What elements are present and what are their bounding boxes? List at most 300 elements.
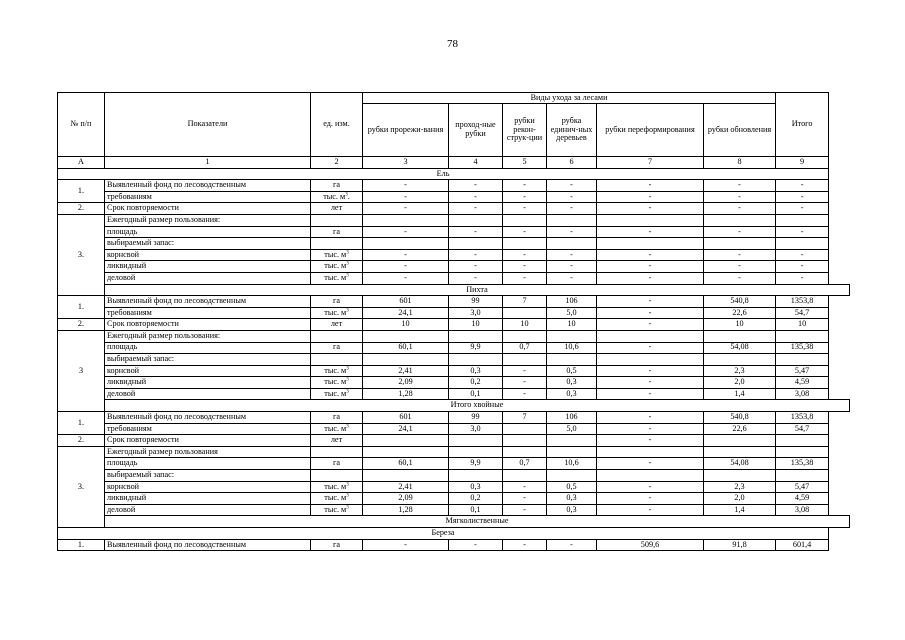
value-cell: 0,2 [449, 493, 503, 505]
row-number: 1. [58, 296, 105, 319]
value-cell: 1,4 [704, 504, 776, 516]
indicator-label: Срок повторяемости [105, 203, 311, 215]
indicator-label: ликвидный [105, 493, 311, 505]
value-cell: 54,08 [704, 342, 776, 354]
value-cell [704, 435, 776, 447]
table-row [58, 470, 850, 482]
indicator-label: требованиям [105, 191, 311, 203]
header-index: 8 [704, 157, 776, 169]
value-cell [776, 446, 829, 458]
value-cell: - [597, 481, 704, 493]
value-cell: - [597, 226, 704, 238]
value-cell: 22,6 [704, 423, 776, 435]
value-cell: - [776, 226, 829, 238]
table-row [58, 400, 850, 412]
unit-cell: лет [311, 319, 363, 331]
table-row [58, 261, 850, 273]
value-cell [449, 214, 503, 226]
unit-text: тыс. м [323, 191, 346, 201]
table-row [58, 319, 850, 331]
unit-text: тыс. м [324, 481, 347, 491]
value-cell: - [363, 539, 449, 551]
unit-cell [311, 307, 363, 319]
unit-cell [311, 388, 363, 400]
unit-cell [311, 330, 363, 342]
value-cell: - [503, 365, 547, 377]
table-row [58, 423, 850, 435]
unit-dot: . [347, 191, 350, 201]
value-cell: - [449, 203, 503, 215]
value-cell: 2,3 [704, 365, 776, 377]
table-row [58, 191, 850, 203]
value-cell [503, 330, 547, 342]
value-cell: - [597, 307, 704, 319]
unit-cell: га [311, 539, 363, 551]
value-cell: 135,38 [776, 458, 829, 470]
value-cell [704, 330, 776, 342]
row-number: 3 [58, 330, 105, 411]
value-cell: - [363, 191, 449, 203]
value-cell: 24,1 [363, 307, 449, 319]
value-cell: - [597, 458, 704, 470]
value-cell: 54,7 [776, 423, 829, 435]
row-number: 1. [58, 180, 105, 203]
value-cell: 54,7 [776, 307, 829, 319]
value-cell: - [503, 180, 547, 192]
unit-text: тыс. м [324, 388, 347, 398]
value-cell [597, 238, 704, 250]
value-cell [704, 214, 776, 226]
indicator-label: Ежегодный размер пользования [105, 446, 311, 458]
value-cell: 24,1 [363, 423, 449, 435]
indicator-label: деловой [105, 272, 311, 284]
indicator-label: Срок повторяемости [105, 319, 311, 331]
unit-cell [311, 504, 363, 516]
value-cell: 0,7 [503, 342, 547, 354]
indicator-label: площадь [105, 226, 311, 238]
value-cell: - [597, 423, 704, 435]
value-cell: 2,0 [704, 493, 776, 505]
unit-cell [311, 365, 363, 377]
value-cell: 0,7 [503, 458, 547, 470]
table-row [58, 388, 850, 400]
unit-cell: га [311, 180, 363, 192]
value-cell: 9,9 [449, 458, 503, 470]
header-index: 3 [363, 157, 449, 169]
value-cell: 135,38 [776, 342, 829, 354]
value-cell: - [597, 412, 704, 424]
value-cell: 4,59 [776, 377, 829, 389]
value-cell: 10 [704, 319, 776, 331]
value-cell: - [776, 180, 829, 192]
value-cell: 2,41 [363, 481, 449, 493]
value-cell: 0,3 [449, 365, 503, 377]
value-cell: 0,5 [547, 365, 597, 377]
indicator-label: выбираемый запас: [105, 354, 311, 366]
value-cell: 5,0 [547, 423, 597, 435]
value-cell [363, 470, 449, 482]
value-cell [503, 446, 547, 458]
value-cell [503, 423, 547, 435]
unit-text: тыс. м [324, 272, 347, 282]
value-cell: - [704, 272, 776, 284]
unit-cell [311, 470, 363, 482]
value-cell: 106 [547, 296, 597, 308]
unit-cell [311, 423, 363, 435]
header-subcol: рубки рекон-струк-ции [503, 104, 547, 157]
value-cell: - [547, 272, 597, 284]
value-cell [449, 470, 503, 482]
table-row [58, 296, 850, 308]
value-cell: 540,8 [704, 412, 776, 424]
value-cell: 3,08 [776, 388, 829, 400]
value-cell: - [704, 180, 776, 192]
value-cell: 10 [449, 319, 503, 331]
value-cell: - [597, 203, 704, 215]
value-cell: - [547, 180, 597, 192]
value-cell: - [503, 539, 547, 551]
value-cell: - [547, 539, 597, 551]
value-cell: 54,08 [704, 458, 776, 470]
row-number: 2. [58, 435, 105, 447]
value-cell: - [597, 249, 704, 261]
value-cell: 10,6 [547, 342, 597, 354]
value-cell: 0,2 [449, 377, 503, 389]
header-subcol: рубки обновления [704, 104, 776, 157]
row-number: 3. [58, 446, 105, 527]
value-cell: - [449, 180, 503, 192]
value-cell: - [704, 249, 776, 261]
value-cell [503, 470, 547, 482]
value-cell: 0,3 [547, 504, 597, 516]
value-cell [776, 214, 829, 226]
row-number: 1. [58, 412, 105, 435]
value-cell: 540,8 [704, 296, 776, 308]
value-cell: - [776, 249, 829, 261]
value-cell: 99 [449, 412, 503, 424]
unit-superscript: 3 [346, 261, 349, 267]
indicator-label: Выявленный фонд по лесоводственным [105, 296, 311, 308]
unit-cell: га [311, 412, 363, 424]
indicator-label: требованиям [105, 423, 311, 435]
unit-cell [311, 272, 363, 284]
value-cell [547, 354, 597, 366]
value-cell: - [363, 261, 449, 273]
value-cell: - [449, 226, 503, 238]
value-cell: - [363, 249, 449, 261]
unit-superscript: 3 [346, 423, 349, 429]
value-cell: - [597, 365, 704, 377]
page-number: 78 [447, 38, 458, 50]
value-cell [363, 214, 449, 226]
value-cell: 5,0 [547, 307, 597, 319]
value-cell: 1353,8 [776, 412, 829, 424]
value-cell: - [449, 249, 503, 261]
unit-text: тыс. м [324, 261, 347, 271]
indicator-label: деловой [105, 388, 311, 400]
value-cell [597, 214, 704, 226]
value-cell: 0,3 [449, 481, 503, 493]
value-cell: 5,47 [776, 365, 829, 377]
unit-cell [311, 481, 363, 493]
value-cell [597, 330, 704, 342]
unit-cell [311, 377, 363, 389]
value-cell: - [776, 261, 829, 273]
value-cell: 1,4 [704, 388, 776, 400]
value-cell: 0,3 [547, 493, 597, 505]
value-cell: 10 [547, 319, 597, 331]
header-index: 2 [311, 157, 363, 169]
table-row [58, 458, 850, 470]
value-cell [547, 238, 597, 250]
unit-superscript: 3 [346, 365, 349, 371]
table-row [58, 284, 850, 296]
unit-superscript: 3 [346, 389, 349, 395]
value-cell: - [503, 504, 547, 516]
value-cell: - [704, 203, 776, 215]
header-indicator: Показатели [105, 93, 311, 157]
value-cell [503, 307, 547, 319]
table-row [58, 342, 850, 354]
unit-text: тыс. м [324, 249, 347, 259]
unit-text: тыс. м [324, 365, 347, 375]
value-cell [363, 435, 449, 447]
indicator-label: площадь [105, 458, 311, 470]
value-cell: - [597, 191, 704, 203]
unit-cell: лет [311, 203, 363, 215]
value-cell: 3,0 [449, 423, 503, 435]
indicator-label: Выявленный фонд по лесоводственным [105, 539, 311, 551]
indicator-label: ликвидный [105, 261, 311, 273]
header-subcol: рубки переформирования [597, 104, 704, 157]
value-cell: 3,0 [449, 307, 503, 319]
value-cell: 0,1 [449, 504, 503, 516]
table-row [58, 504, 850, 516]
value-cell: - [597, 377, 704, 389]
value-cell: 7 [503, 412, 547, 424]
value-cell: - [704, 226, 776, 238]
value-cell: - [704, 191, 776, 203]
section-title: Ель [58, 168, 829, 180]
value-cell [597, 446, 704, 458]
value-cell [449, 238, 503, 250]
value-cell: - [776, 203, 829, 215]
value-cell [363, 238, 449, 250]
row-number: 1. [58, 539, 105, 551]
unit-cell: га [311, 342, 363, 354]
value-cell [547, 470, 597, 482]
value-cell [776, 238, 829, 250]
value-cell: 10 [503, 319, 547, 331]
value-cell: 0,5 [547, 481, 597, 493]
value-cell [547, 435, 597, 447]
value-cell [363, 446, 449, 458]
value-cell: 2,41 [363, 365, 449, 377]
value-cell [597, 354, 704, 366]
table-row [58, 481, 850, 493]
indicator-label: Выявленный фонд по лесоводственным [105, 180, 311, 192]
unit-text: тыс. м [324, 423, 347, 433]
unit-superscript: 3 [346, 505, 349, 511]
value-cell: - [503, 377, 547, 389]
row-number: 3. [58, 214, 105, 295]
header-num: № п/п [58, 93, 105, 157]
unit-text: тыс. м [324, 504, 347, 514]
value-cell: - [597, 435, 704, 447]
header-index: 1 [105, 157, 311, 169]
value-cell: 0,1 [449, 388, 503, 400]
value-cell [547, 446, 597, 458]
value-cell [503, 238, 547, 250]
value-cell: - [597, 272, 704, 284]
table-row [58, 446, 850, 458]
value-cell: 91,8 [704, 539, 776, 551]
unit-cell: га [311, 458, 363, 470]
unit-superscript: 3 [346, 377, 349, 383]
table-row [58, 272, 850, 284]
unit-cell [311, 238, 363, 250]
value-cell: - [597, 504, 704, 516]
value-cell [547, 214, 597, 226]
table-row [58, 435, 850, 447]
table-row [58, 180, 850, 192]
value-cell: 1353,8 [776, 296, 829, 308]
value-cell: 10,6 [547, 458, 597, 470]
table-row [58, 354, 850, 366]
value-cell: - [503, 249, 547, 261]
value-cell [704, 446, 776, 458]
value-cell: - [503, 493, 547, 505]
table-row [58, 203, 850, 215]
value-cell: - [597, 388, 704, 400]
header-total: Итого [776, 93, 829, 157]
value-cell [449, 446, 503, 458]
unit-cell [311, 191, 363, 203]
indicator-label: ликвидный [105, 377, 311, 389]
unit-superscript: 3 [346, 493, 349, 499]
unit-superscript: 3 [345, 192, 348, 198]
section-title: Итого хвойные [105, 400, 850, 412]
value-cell: - [597, 296, 704, 308]
unit-cell [311, 214, 363, 226]
table-row [58, 307, 850, 319]
value-cell: 22,6 [704, 307, 776, 319]
unit-cell [311, 493, 363, 505]
table-row [58, 377, 850, 389]
value-cell: - [449, 191, 503, 203]
table-row [58, 365, 850, 377]
unit-cell: га [311, 296, 363, 308]
value-cell: - [449, 272, 503, 284]
value-cell: 0,3 [547, 388, 597, 400]
unit-text: тыс. м [324, 377, 347, 387]
value-cell [449, 435, 503, 447]
section-title: Береза [58, 528, 829, 540]
table-row [58, 238, 850, 250]
indicator-label: Срок повторяемости [105, 435, 311, 447]
value-cell: - [597, 493, 704, 505]
value-cell: - [449, 539, 503, 551]
value-cell [547, 330, 597, 342]
value-cell: - [363, 226, 449, 238]
value-cell: - [503, 203, 547, 215]
header-subcol: рубки прорежи-вания [363, 104, 449, 157]
value-cell: 601 [363, 296, 449, 308]
value-cell [776, 354, 829, 366]
indicator-label: корнсвой [105, 249, 311, 261]
value-cell: - [503, 272, 547, 284]
value-cell: 2,0 [704, 377, 776, 389]
value-cell: - [597, 319, 704, 331]
value-cell [776, 330, 829, 342]
row-number: 2. [58, 319, 105, 331]
value-cell: 7 [503, 296, 547, 308]
unit-cell [311, 249, 363, 261]
section-title: Мягколиственные [105, 516, 850, 528]
value-cell: - [503, 191, 547, 203]
value-cell: - [597, 342, 704, 354]
indicator-label: площадь [105, 342, 311, 354]
header-index: 6 [547, 157, 597, 169]
unit-superscript: 3 [346, 307, 349, 313]
table-row [58, 249, 850, 261]
header-subcol: проход-ные рубки [449, 104, 503, 157]
table-row [58, 93, 850, 104]
table-row [58, 226, 850, 238]
value-cell: - [449, 261, 503, 273]
value-cell: - [547, 191, 597, 203]
value-cell: - [363, 180, 449, 192]
indicator-label: Ежегодный размер пользования: [105, 330, 311, 342]
table-row [58, 516, 850, 528]
value-cell: 601,4 [776, 539, 829, 551]
value-cell [704, 470, 776, 482]
unit-cell [311, 261, 363, 273]
value-cell: - [547, 261, 597, 273]
value-cell: 5,47 [776, 481, 829, 493]
indicator-label: корнсвой [105, 481, 311, 493]
value-cell: - [363, 203, 449, 215]
indicator-label: корнсвой [105, 365, 311, 377]
value-cell [449, 330, 503, 342]
header-index: 5 [503, 157, 547, 169]
indicator-label: требованиям [105, 307, 311, 319]
header-subcol: рубка единич-ных деревьев [547, 104, 597, 157]
table-row [58, 214, 850, 226]
value-cell: - [776, 272, 829, 284]
value-cell: 1,28 [363, 388, 449, 400]
header-index: А [58, 157, 105, 169]
table-row [58, 528, 850, 540]
value-cell: 9,9 [449, 342, 503, 354]
value-cell: 509,6 [597, 539, 704, 551]
row-number: 2. [58, 203, 105, 215]
value-cell: 2,3 [704, 481, 776, 493]
table-row [58, 412, 850, 424]
value-cell: - [503, 261, 547, 273]
indicator-label: Выявленный фонд по лесоводственным [105, 412, 311, 424]
table-row [58, 168, 850, 180]
value-cell: - [503, 481, 547, 493]
indicator-label: выбираемый запас: [105, 238, 311, 250]
value-cell: 2,09 [363, 493, 449, 505]
value-cell [503, 435, 547, 447]
section-title: Пихта [105, 284, 850, 296]
value-cell [503, 214, 547, 226]
header-index: 7 [597, 157, 704, 169]
value-cell: - [597, 180, 704, 192]
value-cell: - [597, 261, 704, 273]
